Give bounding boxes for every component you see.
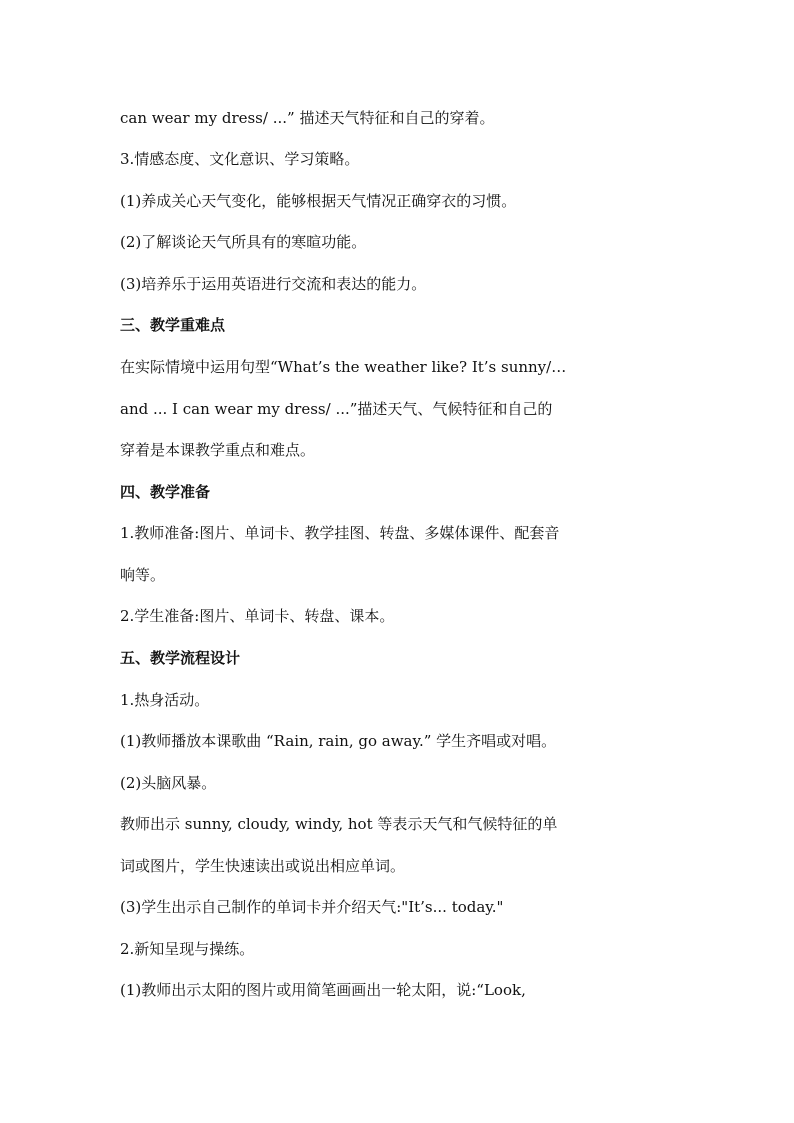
text-line: and ... I can wear my dress/ ...”描述天气、气候特征和自己的 (120, 400, 553, 418)
text-line: 词或图片，学生快速读出或说出相应单词。 (120, 857, 406, 875)
text-line: (1)教师播放本课歌曲 “Rain, rain, go away.” 学生齐唱或对唱。 (120, 732, 557, 750)
text-line: 在实际情境中运用句型“What’s the weather like? It’s sunny/… (120, 358, 567, 376)
text-line: (1)养成关心天气变化，能够根据天气情况正确穿衣的习惯。 (120, 192, 517, 210)
text-line: 教师出示 sunny, cloudy, windy, hot 等表示天气和气候特征的单 (120, 815, 558, 833)
text-line: 穿着是本课教学重点和难点。 (120, 441, 316, 459)
text-line: 2.新知呈现与操练。 (120, 940, 255, 958)
text-line: (3)学生出示自己制作的单词卡并介绍天气:"It’s... today." (120, 898, 504, 916)
text-line: 响等。 (120, 566, 166, 584)
section-heading: 四、教学准备 (120, 483, 211, 501)
text-line: 1.热身活动。 (120, 691, 210, 709)
text-line: (1)教师出示太阳的图片或用简笔画画出一轮太阳，说:“Look, (120, 981, 526, 999)
text-line: (3)培养乐于运用英语进行交流和表达的能力。 (120, 275, 427, 293)
section-heading: 五、教学流程设计 (120, 649, 241, 667)
text-line: (2)了解谈论天气所具有的寒暄功能。 (120, 233, 367, 251)
section-heading: 三、教学重难点 (120, 316, 226, 334)
text-line: 3.情感态度、文化意识、学习策略。 (120, 150, 360, 168)
text-line: 2.学生准备:图片、单词卡、转盘、课本。 (120, 607, 395, 625)
text-line: 1.教师准备:图片、单词卡、教学挂图、转盘、多媒体课件、配套音 (120, 524, 560, 542)
text-line: can wear my dress/ ...” 描述天气特征和自己的穿着。 (120, 109, 495, 127)
text-line: (2)头脑风暴。 (120, 774, 217, 792)
